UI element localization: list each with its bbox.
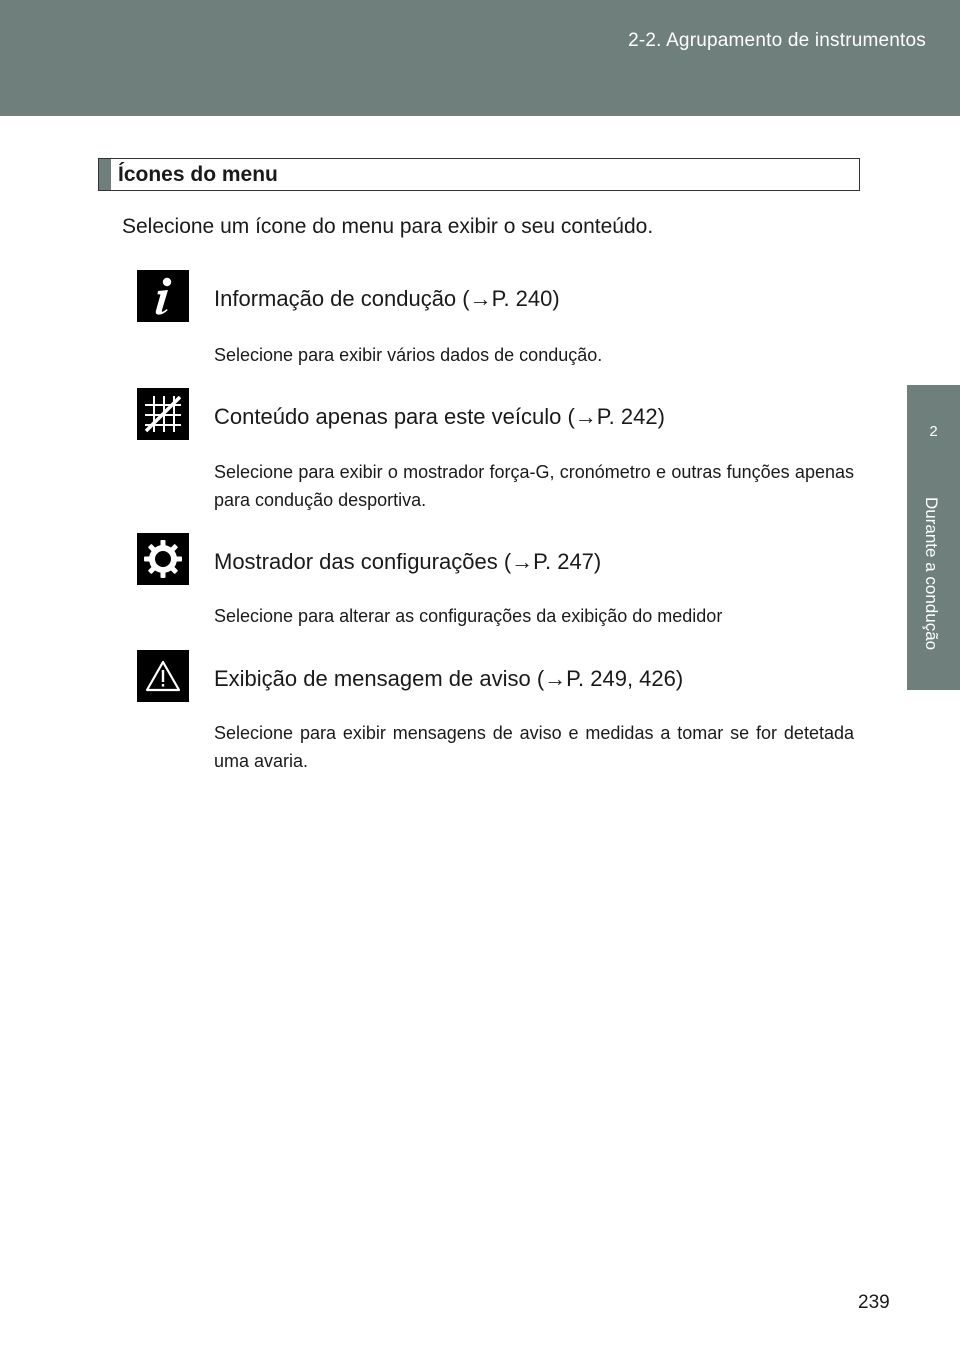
item-description: Selecione para exibir vários dados de condução. — [214, 345, 603, 365]
section-header-bar — [99, 159, 111, 190]
chapter-label: Durante a condução — [922, 497, 941, 651]
section-title: Ícones do menu — [118, 163, 278, 186]
chapter-number: 2 — [929, 423, 938, 440]
chapter-title: 2-2. Agrupamento de instrumentos — [628, 30, 926, 51]
item-description: Selecione para exibir mensagens de aviso e medidas a tomar se for detetada uma avaria. — [214, 723, 854, 771]
item-description: Selecione para alterar as configurações da exibição do medidor — [214, 606, 723, 626]
section-header — [98, 158, 860, 191]
gear-icon — [137, 533, 189, 585]
info-icon — [137, 270, 189, 322]
section-intro: Selecione um ícone do menu para exibir o seu conteúdo. — [122, 215, 654, 238]
item-description: Selecione para exibir o mostrador força-G, cronómetro e outras funções apenas para condução desportiva. — [214, 462, 854, 510]
item-title: Exibição de mensagem de aviso (→P. 249, 426) — [214, 666, 684, 691]
page-header — [0, 0, 960, 116]
item-title: Conteúdo apenas para este veículo (→P. 242) — [214, 404, 665, 429]
chapter-side-tab — [907, 385, 960, 690]
vehicle-grid-icon — [137, 388, 189, 440]
item-title: Mostrador das configurações (→P. 247) — [214, 549, 602, 574]
page-number: 239 — [858, 1292, 890, 1313]
warning-icon — [137, 650, 189, 702]
item-title: Informação de condução (→P. 240) — [214, 286, 560, 311]
